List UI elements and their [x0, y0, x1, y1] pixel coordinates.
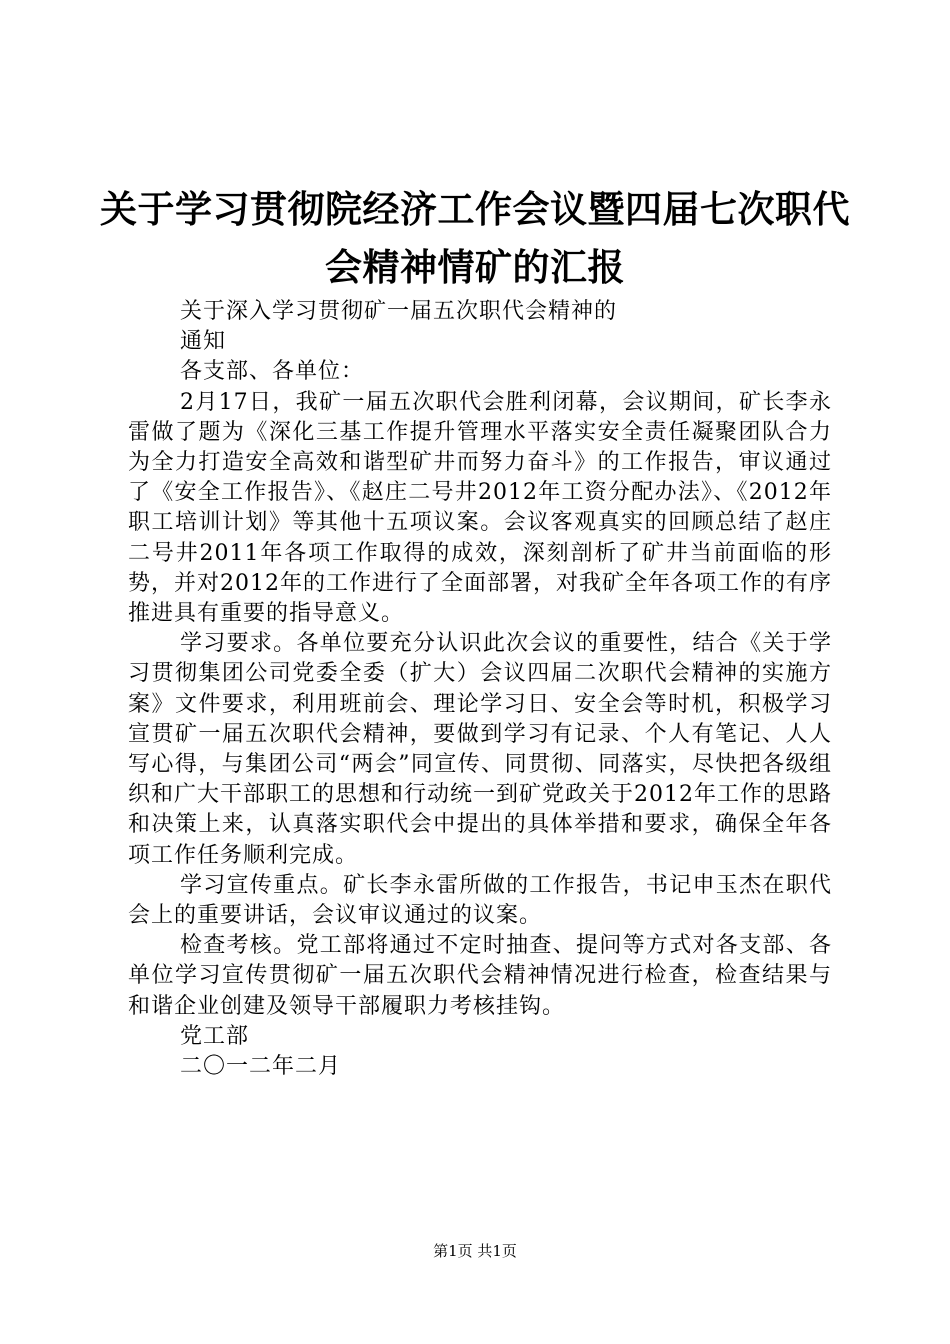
signature-department: 党工部	[180, 1023, 250, 1049]
paragraph-study-focus: 学习宣传重点。矿长李永雷所做的工作报告，书记申玉杰在职代会上的重要讲话，会议审议通过的议案。	[128, 872, 832, 929]
signature-date: 二〇一二年二月	[180, 1054, 342, 1080]
paragraph-meeting-summary: 2月17日，我矿一届五次职代会胜利闭幕，会议期间，矿长李永雷做了题为《深化三基工作提升管理水平落实安全责任凝聚团队合力为全力打造安全高效和谐型矿井而努力奋斗》的工作报告，审议通过了《安全工作报告》、《赵庄二号井2012年工资分配办法》、《2012年职工培训计划》等其他十五项议案。会议客观真实的回顾总结了赵庄二号井2011年各项工作取得的成效，深刻剖析了矿井当前面临的形势，并对2012年的工作进行了全面部署，对我矿全年各项工作的有序推进具有重要的指导意义。	[128, 389, 832, 627]
document-title-line-1: 关于学习贯彻院经济工作会议暨四届七次职代	[100, 188, 850, 231]
page-footer: 第1页 共1页	[433, 1242, 517, 1260]
document-title-line-2: 会精神情矿的汇报	[325, 246, 625, 289]
document-body	[128, 297, 832, 1082]
paragraph-inspection: 检查考核。党工部将通过不定时抽查、提问等方式对各支部、各单位学习宣传贯彻矿一届五次职代会精神情况进行检查，检查结果与和谐企业创建及领导干部履职力考核挂钩。	[128, 933, 832, 1019]
salutation: 各支部、各单位：	[180, 359, 365, 385]
notice-title-line-1: 关于深入学习贯彻矿一届五次职代会精神的	[180, 299, 618, 324]
paragraph-study-requirements: 学习要求。各单位要充分认识此次会议的重要性，结合《关于学习贯彻集团公司党委全委（扩大）会议四届二次职代会精神的实施方案》文件要求，利用班前会、理论学习日、安全会等时机，积极学习宣贯矿一届五次职代会精神，要做到学习有记录、个人有笔记、人人写心得，与集团公司“两会”同宣传、同贯彻、同落实，尽快把各级组织和广大干部职工的思想和行动统一到矿党政关于2012年工作的思路和决策上来，认真落实职代会中提出的具体举措和要求，确保全年各项工作任务顺利完成。	[128, 631, 832, 868]
notice-title-line-2: 通知	[180, 329, 227, 355]
